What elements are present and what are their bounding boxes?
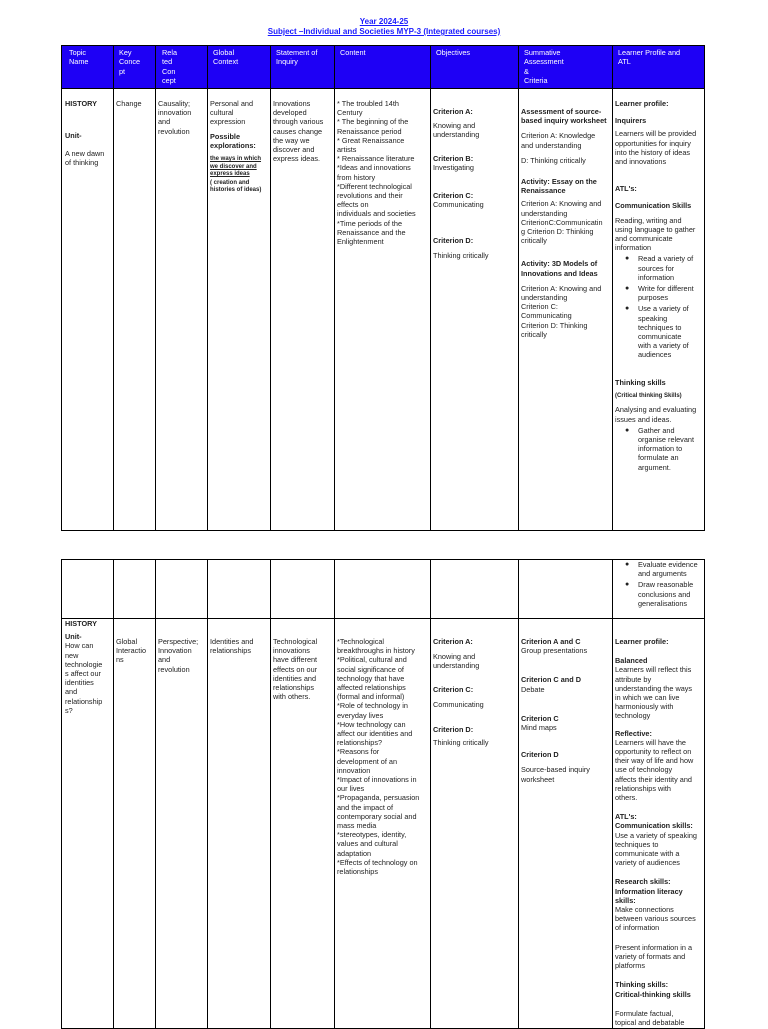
present-info-text: Present information in a variety of formats and platforms [615, 942, 693, 971]
assessment-cell-2 [521, 637, 611, 784]
learner-profile-title: Learner profile: [615, 99, 669, 108]
col-statement-of-inquiry: Statement of Inquiry [276, 48, 318, 67]
list-item: ● Evaluate evidence and arguments [638, 560, 705, 578]
assessment-text: Source-based inquiry worksheet [521, 765, 590, 784]
possible-explorations-label: Possible explorations: [210, 131, 256, 150]
topic-cell [65, 90, 112, 177]
key-concept-2: Global Interactio ns [116, 637, 147, 665]
content-list-2: *Technological breakthroughs in history *Political, cultural and social significance of technology that have affected relationships (formal and informal) *Role of technology in everyday lives *How technology can affect our identities and relationships? *Reasons for development of an innovation *Impact of innovations in our lives *Propaganda, persuasion and the impact of contemporary social and mass media *stereotypes, identity, values and cultural adaptation *Effects of technology on relationships [337, 637, 420, 877]
subject-heading: Subject –Individual and Societies MYP-3 (Integrated courses) [267, 27, 501, 36]
assessment-text: Group presentations [521, 646, 588, 656]
unit-name: How can new technologie s affect our identities and relationship s? [65, 641, 103, 715]
assessment-cell [521, 107, 611, 339]
statement-of-inquiry-2: Technological innovations have different effects on our identities and relationships with others. [273, 637, 318, 702]
assessment-2-text: Criterion A: Knowing and understanding CriterionC:Communicatin g Criterion D: Thinking critically [521, 199, 603, 246]
assessment-text: Debate [521, 684, 545, 694]
curriculum-table-2 [61, 559, 705, 1029]
global-context-cell [210, 99, 268, 195]
thinking-skills-text: Formulate factual, topical and debatable [615, 1008, 685, 1027]
balanced-text: Learners will reflect this attribute by understanding the ways in which we can live harmoniously with technology [615, 665, 693, 721]
assessment-text: Mind maps [521, 723, 557, 733]
col-key-concept: Key Conce pt [119, 48, 141, 76]
objectives-cell-2 [433, 637, 515, 747]
criterion-a-title: Criterion A: [433, 107, 473, 116]
criterion-d-title: Criterion D: [433, 236, 474, 246]
list-item: ● Read a variety of sources for information [638, 254, 705, 282]
communication-bullets [615, 254, 705, 359]
col-related-concept: Rela ted Con cept [162, 48, 178, 85]
col-summative-assessment: Summative Assessment & Criteria [524, 48, 564, 85]
unit-name: A new dawn of thinking [65, 149, 105, 168]
assessment-1-line-2: D: Thinking critically [521, 155, 586, 165]
assessment-1-title: Assessment of source- based inquiry worksheet [521, 107, 607, 126]
global-context: Personal and cultural expression [210, 99, 254, 127]
learner-profile-cell [615, 99, 705, 474]
thinking-skills-text: Analysing and evaluating issues and ideas. [615, 405, 697, 424]
assessment-1-line-1: Criterion A: Knowledge and understanding [521, 131, 596, 150]
unit-label: Unit- [65, 130, 82, 140]
unit-label: Unit- [65, 632, 82, 642]
criterion-c-title: Criterion C: [433, 684, 474, 694]
curriculum-table-1 [61, 45, 705, 531]
reflective-text: Learners will have the opportunity to reflect on their way of life and how use of technology affects their identity and relationships with others. [615, 737, 694, 803]
criterion-d-title: Criterion D: [433, 725, 474, 735]
atl-title: ATL's: [615, 184, 637, 194]
inquirers-text: Learners will be provided opportunities for inquiry into the history of ideas and innovations [615, 129, 697, 167]
related-concept-2: Perspective; Innovation and revolution [158, 637, 199, 674]
content-list: * The troubled 14th Century * The beginning of the Renaissance period * Great Renaissance artists * Renaissance literature *Ideas and innovations from history *Different technological revolutions and their effects on individuals and societies *Time periods of the Renaissance and the Enlightenment [337, 99, 416, 247]
col-learner-profile-atl: Learner Profile and ATL [618, 48, 681, 67]
balanced-title: Balanced [615, 656, 648, 666]
research-skills-title: Research skills: Information literacy skills: [615, 877, 683, 905]
exploration-2: ( creation and histories of ideas) [210, 179, 262, 194]
thinking-skills-subtitle: (Critical thinking Skills) [615, 392, 682, 399]
assessment-2-title: Activity: Essay on the Renaissance [521, 177, 597, 196]
criterion-c-text: Communicating [433, 200, 484, 210]
col-objectives: Objectives [436, 48, 471, 57]
statement-of-inquiry: Innovations developed through various causes change the way we discover and express ideas. [273, 99, 324, 164]
communication-skills-text: Reading, writing and using language to gather and communicate information [615, 215, 696, 253]
topic-label: HISTORY [65, 99, 98, 109]
continued-bullets-cell [615, 560, 705, 610]
criterion-d-text: Thinking critically [433, 250, 489, 260]
assessment-3-title: Activity: 3D Models of Innovations and Ideas [521, 259, 598, 278]
criterion-b-text: Investigating [433, 162, 474, 172]
criterion-a-title: Criterion A: [433, 637, 473, 646]
learner-profile-title: Learner profile: [615, 637, 669, 646]
list-item: ● Use a variety of speaking techniques to communicate with a variety of audiences [638, 304, 705, 359]
assessment-title: Criterion C and D [521, 675, 581, 685]
criterion-c-text: Communicating [433, 699, 484, 709]
thinking-bullets [615, 426, 705, 472]
criterion-b-title: Criterion B: [433, 153, 474, 163]
list-item: ● Gather and organise relevant information to formulate an argument. [638, 426, 705, 472]
thinking-skills-title: Thinking skills: Critical-thinking skills [615, 980, 691, 999]
topic-cell-2 [65, 619, 112, 715]
reflective-title: Reflective: [615, 728, 652, 738]
col-topic-name: Topic Name [69, 48, 89, 67]
assessment-title: Criterion C [521, 713, 559, 723]
continued-thinking-bullets [615, 560, 705, 608]
thinking-skills-title: Thinking skills [615, 377, 666, 387]
key-concept: Change [116, 99, 142, 108]
table-header-row [62, 46, 704, 88]
year-heading: Year 2024-25 [359, 17, 409, 26]
list-item: ● Write for different purposes [638, 284, 705, 302]
global-context-2: Identities and relationships [210, 637, 254, 656]
inquirers-title: Inquirers [615, 116, 647, 126]
atl-title: ATL's: [615, 812, 637, 822]
objectives-cell [433, 107, 515, 260]
communication-skills-title: Communication skills: [615, 821, 693, 831]
criterion-d-text: Thinking critically [433, 738, 489, 748]
criterion-a-text: Knowing and understanding [433, 121, 480, 140]
exploration-1: the ways in which we discover and express ideas [210, 156, 262, 178]
col-global-context: Global Context [213, 48, 239, 67]
learner-profile-cell-2 [615, 637, 705, 1027]
assessment-title: Criterion A and C [521, 637, 581, 646]
related-concept: Causality; innovation and revolution [158, 99, 192, 136]
communication-skills-text: Use a variety of speaking techniques to communicate with a variety of audiences [615, 830, 697, 868]
topic-label: HISTORY [65, 619, 98, 628]
col-content: Content [340, 48, 366, 57]
research-skills-text: Make connections between various sources of information [615, 905, 696, 933]
criterion-c-title: Criterion C: [433, 191, 474, 201]
assessment-3-text: Criterion A: Knowing and understanding Criterion C: Communicating Criterion D: Thinking critically [521, 283, 602, 339]
list-item: ● Draw reasonable conclusions and generalisations [638, 580, 705, 608]
assessment-title: Criterion D [521, 750, 559, 760]
communication-skills-title: Communication Skills [615, 201, 692, 211]
criterion-a-text: Knowing and understanding [433, 652, 480, 671]
